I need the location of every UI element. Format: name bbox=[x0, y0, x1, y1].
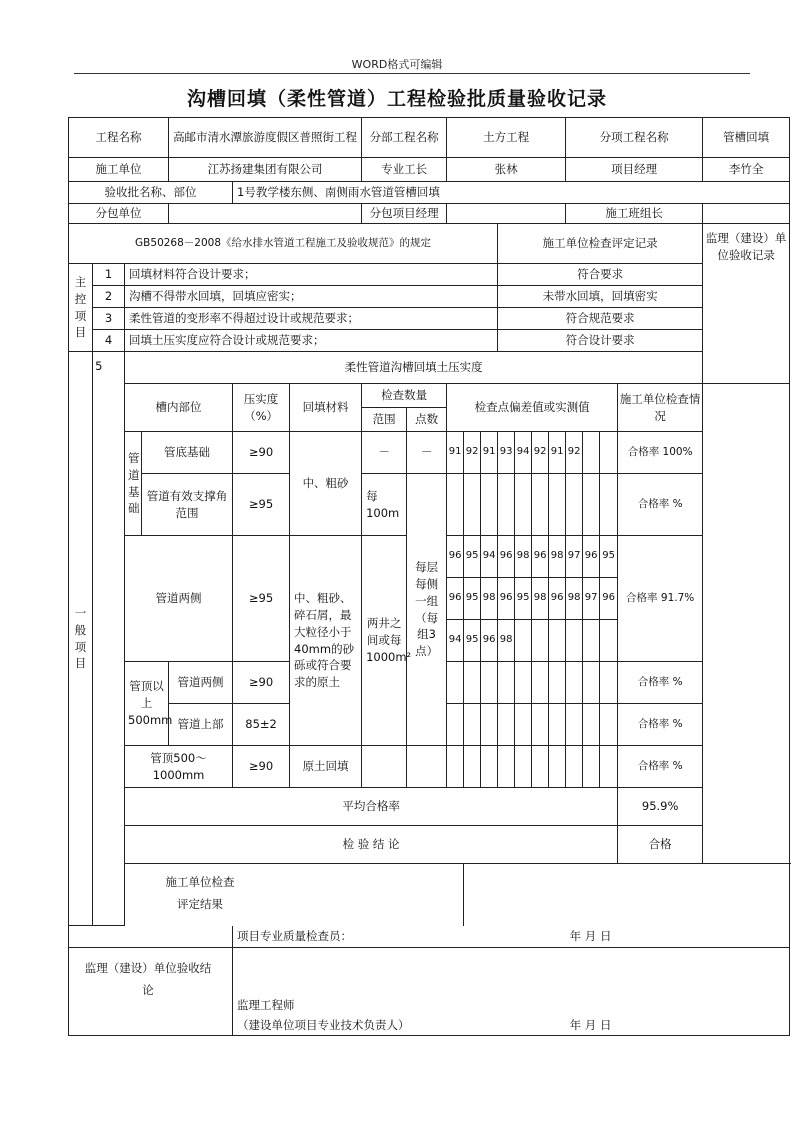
empty-value bbox=[549, 746, 566, 788]
empty-value bbox=[464, 662, 481, 704]
empty-value bbox=[464, 746, 481, 788]
pipe-base-label: 管道基础 bbox=[125, 432, 142, 536]
empty-value bbox=[515, 474, 532, 536]
standard-reference: GB50268－2008《给水排水管道工程施工及验收规范》的规定 bbox=[69, 224, 498, 264]
general-item-no: 5 bbox=[93, 352, 105, 926]
header-divider bbox=[74, 73, 750, 74]
measured-value: 98 bbox=[549, 536, 566, 578]
measured-value: 91 bbox=[549, 432, 566, 474]
row-material: 中、粗砂 bbox=[290, 432, 362, 536]
empty-value bbox=[549, 474, 566, 536]
row-compaction: ≥95 bbox=[233, 536, 290, 662]
row-points: 每层每侧一组（每组3点） bbox=[407, 474, 447, 746]
row-range: － bbox=[362, 432, 407, 474]
empty-value bbox=[583, 474, 600, 536]
measured-value: 98 bbox=[498, 620, 515, 662]
empty-value bbox=[447, 746, 464, 788]
row-position: 管道有效支撑角范围 bbox=[142, 474, 233, 536]
row-material: 原土回填 bbox=[290, 746, 362, 788]
empty-value bbox=[532, 746, 549, 788]
col-material: 回填材料 bbox=[290, 384, 362, 432]
col-position: 槽内部位 bbox=[125, 384, 233, 432]
empty-value bbox=[566, 662, 583, 704]
main-item-text: 回填土压实度应符合设计或规范要求； bbox=[125, 330, 498, 352]
empty-value bbox=[600, 704, 618, 746]
contractor-result-area bbox=[125, 864, 464, 926]
measured-value: 98 bbox=[515, 536, 532, 578]
empty-value bbox=[583, 620, 600, 662]
measured-value: 96 bbox=[532, 536, 549, 578]
inspection-form-table bbox=[68, 117, 790, 1036]
row-compaction: ≥90 bbox=[233, 432, 290, 474]
supervisor-result-blank bbox=[233, 948, 790, 996]
contractor-result-blank bbox=[464, 864, 790, 926]
empty-value bbox=[549, 704, 566, 746]
average-label: 平均合格率 bbox=[125, 788, 618, 826]
measured-value: 95 bbox=[464, 578, 481, 620]
empty-value bbox=[566, 704, 583, 746]
team-leader-label: 施工班组长 bbox=[566, 204, 703, 224]
supervisor-result-area bbox=[69, 948, 233, 996]
measured-value: 94 bbox=[515, 432, 532, 474]
measured-value: 97 bbox=[583, 578, 600, 620]
measured-value: 95 bbox=[464, 620, 481, 662]
empty-value bbox=[583, 704, 600, 746]
main-item-result: 符合规范要求 bbox=[498, 308, 703, 330]
sub-pm-label: 分包项目经理 bbox=[362, 204, 447, 224]
row-status: 合格率 % bbox=[618, 704, 703, 746]
empty-value bbox=[566, 620, 583, 662]
row-compaction: ≥90 bbox=[233, 662, 290, 704]
row-compaction: 85±2 bbox=[233, 704, 290, 746]
batch-label: 验收批名称、部位 bbox=[69, 182, 233, 204]
conclusion-label: 检 验 结 论 bbox=[125, 826, 618, 864]
empty-value bbox=[498, 704, 515, 746]
empty-value bbox=[583, 746, 600, 788]
supervisor-date: 年 月 日 bbox=[566, 1016, 790, 1036]
empty-value bbox=[600, 746, 618, 788]
measured-value: 97 bbox=[566, 536, 583, 578]
measured-value: 96 bbox=[447, 578, 464, 620]
measured-value: 91 bbox=[481, 432, 498, 474]
empty-value bbox=[566, 746, 583, 788]
measured-value: 94 bbox=[447, 620, 464, 662]
empty-value bbox=[447, 474, 464, 536]
measured-value: 92 bbox=[464, 432, 481, 474]
measured-value: 94 bbox=[481, 536, 498, 578]
empty-value bbox=[583, 662, 600, 704]
measured-value: 92 bbox=[532, 432, 549, 474]
sub-pm-value bbox=[447, 204, 566, 224]
measured-value: 98 bbox=[532, 578, 549, 620]
conclusion-value: 合格 bbox=[618, 826, 703, 864]
self-check-header: 施工单位检查评定记录 bbox=[498, 224, 703, 264]
empty-value bbox=[464, 704, 481, 746]
measured-value: 96 bbox=[498, 536, 515, 578]
measured-value: 95 bbox=[464, 536, 481, 578]
top500-label: 管顶以上500mm bbox=[125, 662, 169, 746]
main-item-no: 1 bbox=[93, 264, 125, 286]
supervisor-header: 监理（建设）单位验收记录 bbox=[703, 224, 790, 384]
form-title: 沟槽回填（柔性管道）工程检验批质量验收记录 bbox=[186, 88, 607, 110]
general-items-label: 一般项目 bbox=[69, 352, 93, 926]
main-item-result: 符合设计要求 bbox=[498, 330, 703, 352]
item-project-label: 分项工程名称 bbox=[566, 118, 703, 158]
measured-value: 96 bbox=[549, 578, 566, 620]
sub-project-value: 土方工程 bbox=[447, 118, 566, 158]
measured-value: 96 bbox=[498, 578, 515, 620]
empty-value bbox=[532, 662, 549, 704]
empty-value bbox=[498, 474, 515, 536]
col-status: 施工单位检查情况 bbox=[618, 384, 703, 432]
subcontractor-value bbox=[169, 204, 362, 224]
empty-value bbox=[464, 474, 481, 536]
general-section-title: 柔性管道沟槽回填土压实度 bbox=[125, 352, 703, 384]
measured-value: 95 bbox=[515, 578, 532, 620]
row-points: － bbox=[407, 432, 447, 474]
empty-value bbox=[515, 746, 532, 788]
empty-value bbox=[532, 704, 549, 746]
measured-value: 96 bbox=[583, 536, 600, 578]
empty-value bbox=[515, 620, 532, 662]
main-item-no: 4 bbox=[93, 330, 125, 352]
measured-value: 96 bbox=[447, 536, 464, 578]
project-name-value: 高邮市清水潭旅游度假区普照街工程 bbox=[169, 118, 362, 158]
empty-value bbox=[549, 620, 566, 662]
row-range: 两井之间或每1000m² bbox=[362, 536, 407, 746]
item-project-value: 管槽回填 bbox=[703, 118, 790, 158]
col-compaction: 压实度（%） bbox=[233, 384, 290, 432]
supervisor-result-title: 监理（建设）单位验收结论 bbox=[84, 961, 212, 997]
contractor-label: 施工单位 bbox=[69, 158, 169, 182]
empty-value bbox=[498, 662, 515, 704]
general-spacer bbox=[105, 352, 125, 926]
measured-value: 96 bbox=[600, 578, 618, 620]
row-position: 管道两侧 bbox=[125, 536, 233, 662]
empty-value bbox=[481, 474, 498, 536]
contractor-result-title: 施工单位检查评定结果 bbox=[165, 875, 235, 911]
foreman-value: 张林 bbox=[447, 158, 566, 182]
contractor-value: 江苏扬建集团有限公司 bbox=[169, 158, 362, 182]
batch-value: 1号教学楼东侧、南侧雨水管道管槽回填 bbox=[233, 182, 790, 204]
empty-value bbox=[407, 746, 447, 788]
pm-label: 项目经理 bbox=[566, 158, 703, 182]
contractor-date: 年 月 日 bbox=[566, 926, 790, 948]
team-leader-value bbox=[703, 204, 790, 224]
empty-value bbox=[515, 662, 532, 704]
main-items-label: 主控项目 bbox=[69, 264, 93, 352]
row-position: 管底基础 bbox=[142, 432, 233, 474]
supervisor-tech: （建设单位项目专业技术负责人） bbox=[233, 1016, 566, 1036]
empty-value bbox=[600, 662, 618, 704]
row-compaction: ≥90 bbox=[233, 746, 290, 788]
col-deviation: 检查点偏差值或实测值 bbox=[447, 384, 618, 432]
row-material: 中、粗砂、碎石屑，最大粒径小于40mm的砂砾或符合要求的原土 bbox=[290, 536, 362, 746]
sub-project-label: 分部工程名称 bbox=[362, 118, 447, 158]
main-item-text: 沟槽不得带水回填，回填应密实； bbox=[125, 286, 498, 308]
row-range: 每100m bbox=[362, 474, 407, 536]
supervisor-left-end bbox=[69, 1016, 233, 1036]
measured-value: 98 bbox=[481, 578, 498, 620]
main-item-text: 柔性管道的变形率不得超过设计或规范要求； bbox=[125, 308, 498, 330]
main-item-text: 回填材料符合设计要求； bbox=[125, 264, 498, 286]
col-points: 点数 bbox=[407, 408, 447, 432]
row-status: 合格率 % bbox=[618, 746, 703, 788]
row-compaction: ≥95 bbox=[233, 474, 290, 536]
measured-value bbox=[600, 432, 618, 474]
measured-value bbox=[583, 432, 600, 474]
empty-value bbox=[447, 662, 464, 704]
row-position: 管道两侧 bbox=[169, 662, 233, 704]
pm-value: 李竹全 bbox=[703, 158, 790, 182]
empty-value bbox=[362, 746, 407, 788]
empty-value bbox=[600, 620, 618, 662]
average-value: 95.9% bbox=[618, 788, 703, 826]
row-position: 管道上部 bbox=[169, 704, 233, 746]
measured-value: 96 bbox=[481, 620, 498, 662]
empty-value bbox=[600, 474, 618, 536]
empty-value bbox=[481, 704, 498, 746]
row-status: 合格率 % bbox=[618, 474, 703, 536]
empty-value bbox=[549, 662, 566, 704]
supervisor-engineer: 监理工程师 bbox=[233, 996, 790, 1016]
measured-value: 93 bbox=[498, 432, 515, 474]
row-status: 合格率 91.7% bbox=[618, 536, 703, 662]
project-name-label: 工程名称 bbox=[69, 118, 169, 158]
measured-value: 95 bbox=[600, 536, 618, 578]
main-item-no: 3 bbox=[93, 308, 125, 330]
row-status: 合格率 100% bbox=[618, 432, 703, 474]
empty-value bbox=[498, 746, 515, 788]
main-item-result: 未带水回填，回填密实 bbox=[498, 286, 703, 308]
subcontractor-label: 分包单位 bbox=[69, 204, 169, 224]
measured-value: 92 bbox=[566, 432, 583, 474]
empty-value bbox=[532, 620, 549, 662]
main-item-no: 2 bbox=[93, 286, 125, 308]
empty-value bbox=[515, 704, 532, 746]
page-header: WORD格式可编辑 bbox=[351, 58, 443, 71]
empty-value bbox=[481, 746, 498, 788]
measured-value: 91 bbox=[447, 432, 464, 474]
empty-value bbox=[566, 474, 583, 536]
empty-value bbox=[481, 662, 498, 704]
row-position: 管顶500～1000mm bbox=[125, 746, 233, 788]
main-item-result: 符合要求 bbox=[498, 264, 703, 286]
col-range: 范围 bbox=[362, 408, 407, 432]
contractor-inspector: 项目专业质量检查员： bbox=[233, 926, 566, 948]
measured-value: 98 bbox=[566, 578, 583, 620]
row-status: 合格率 % bbox=[618, 662, 703, 704]
empty-value bbox=[447, 704, 464, 746]
foreman-label: 专业工长 bbox=[362, 158, 447, 182]
col-check-qty: 检查数量 bbox=[362, 384, 447, 408]
contractor-result-left-end bbox=[69, 926, 233, 948]
empty-value bbox=[532, 474, 549, 536]
